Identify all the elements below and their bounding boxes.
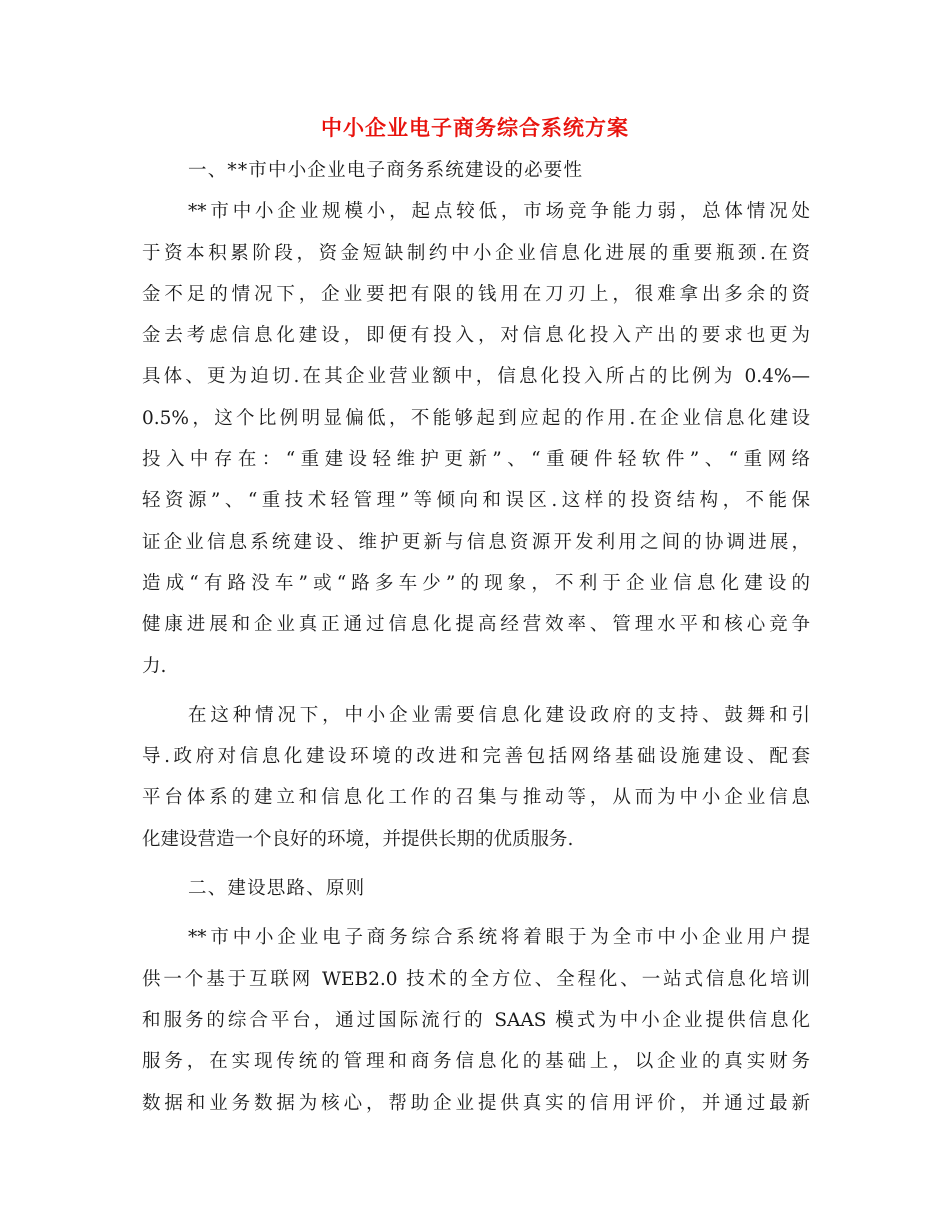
paragraph-gap [142, 860, 810, 868]
section-heading-2: 二、建设思路、原则 [188, 878, 366, 900]
paragraph-1 [142, 191, 810, 687]
paragraph-line: 数据和业务数据为核心，帮助企业提供真实的信用评价，并通过最新 [142, 1092, 810, 1114]
paragraph-line: 金去考虑信息化建设，即便有投入，对信息化投入产出的要求也更为 [142, 325, 810, 347]
paragraph-line: 造成“有路没车”或“路多车少”的现象，不利于企业信息化建设的 [142, 572, 810, 594]
paragraph-2 [142, 695, 810, 860]
paragraph-line: 金不足的情况下，企业要把有限的钱用在刀刃上，很难拿出多余的资 [142, 283, 810, 305]
document-body [142, 150, 810, 1124]
paragraph-line: 供一个基于互联网 WEB2.0 技术的全方位、全程化、一站式信息化培训 [142, 968, 810, 990]
paragraph-line: 投入中存在：“重建设轻维护更新”、“重硬件轻软件”、“重网络 [142, 449, 810, 471]
paragraph-line: 服务，在实现传统的管理和商务信息化的基础上，以企业的真实财务 [142, 1051, 810, 1073]
paragraph-line: 于资本积累阶段，资金短缺制约中小企业信息化进展的重要瓶颈.在资 [142, 242, 810, 264]
paragraph-3 [142, 917, 810, 1123]
paragraph-gap [142, 687, 810, 695]
paragraph-line: **市中小企业电子商务综合系统将着眼于为全市中小企业用户提 [188, 927, 810, 949]
paragraph-line: 平台体系的建立和信息化工作的召集与推动等，从而为中小企业信息 [142, 787, 810, 809]
document-title: 中小企业电子商务综合系统方案 [321, 116, 629, 140]
paragraph-gap [142, 909, 810, 917]
paragraph-line: 健康进展和企业真正通过信息化提高经营效率、管理水平和核心竞争 [142, 614, 810, 636]
paragraph-line: 轻资源”、“重技术轻管理”等倾向和误区.这样的投资结构，不能保 [142, 490, 810, 512]
paragraph-line: 化建设营造一个良好的环境，并提供长期的优质服务. [142, 828, 574, 850]
paragraph-line: 0.5%，这个比例明显偏低，不能够起到应起的作用.在企业信息化建设 [142, 407, 810, 429]
paragraph-line: 力. [142, 655, 167, 677]
paragraph-line: **市中小企业规模小，起点较低，市场竞争能力弱，总体情况处 [188, 201, 810, 223]
paragraph-line: 证企业信息系统建设、维护更新与信息资源开发利用之间的协调进展， [142, 531, 810, 553]
paragraph-line: 和服务的综合平台，通过国际流行的 SAAS 模式为中小企业提供信息化 [142, 1009, 810, 1031]
paragraph-line: 具体、更为迫切.在其企业营业额中，信息化投入所占的比例为 0.4%— [142, 366, 810, 388]
paragraph-line: 在这种情况下，中小企业需要信息化建设政府的支持、鼓舞和引 [188, 704, 810, 726]
paragraph-line: 导.政府对信息化建设环境的改进和完善包括网络基础设施建设、配套 [142, 746, 810, 768]
section-heading-1: 一、**市中小企业电子商务系统建设的必要性 [188, 160, 584, 181]
